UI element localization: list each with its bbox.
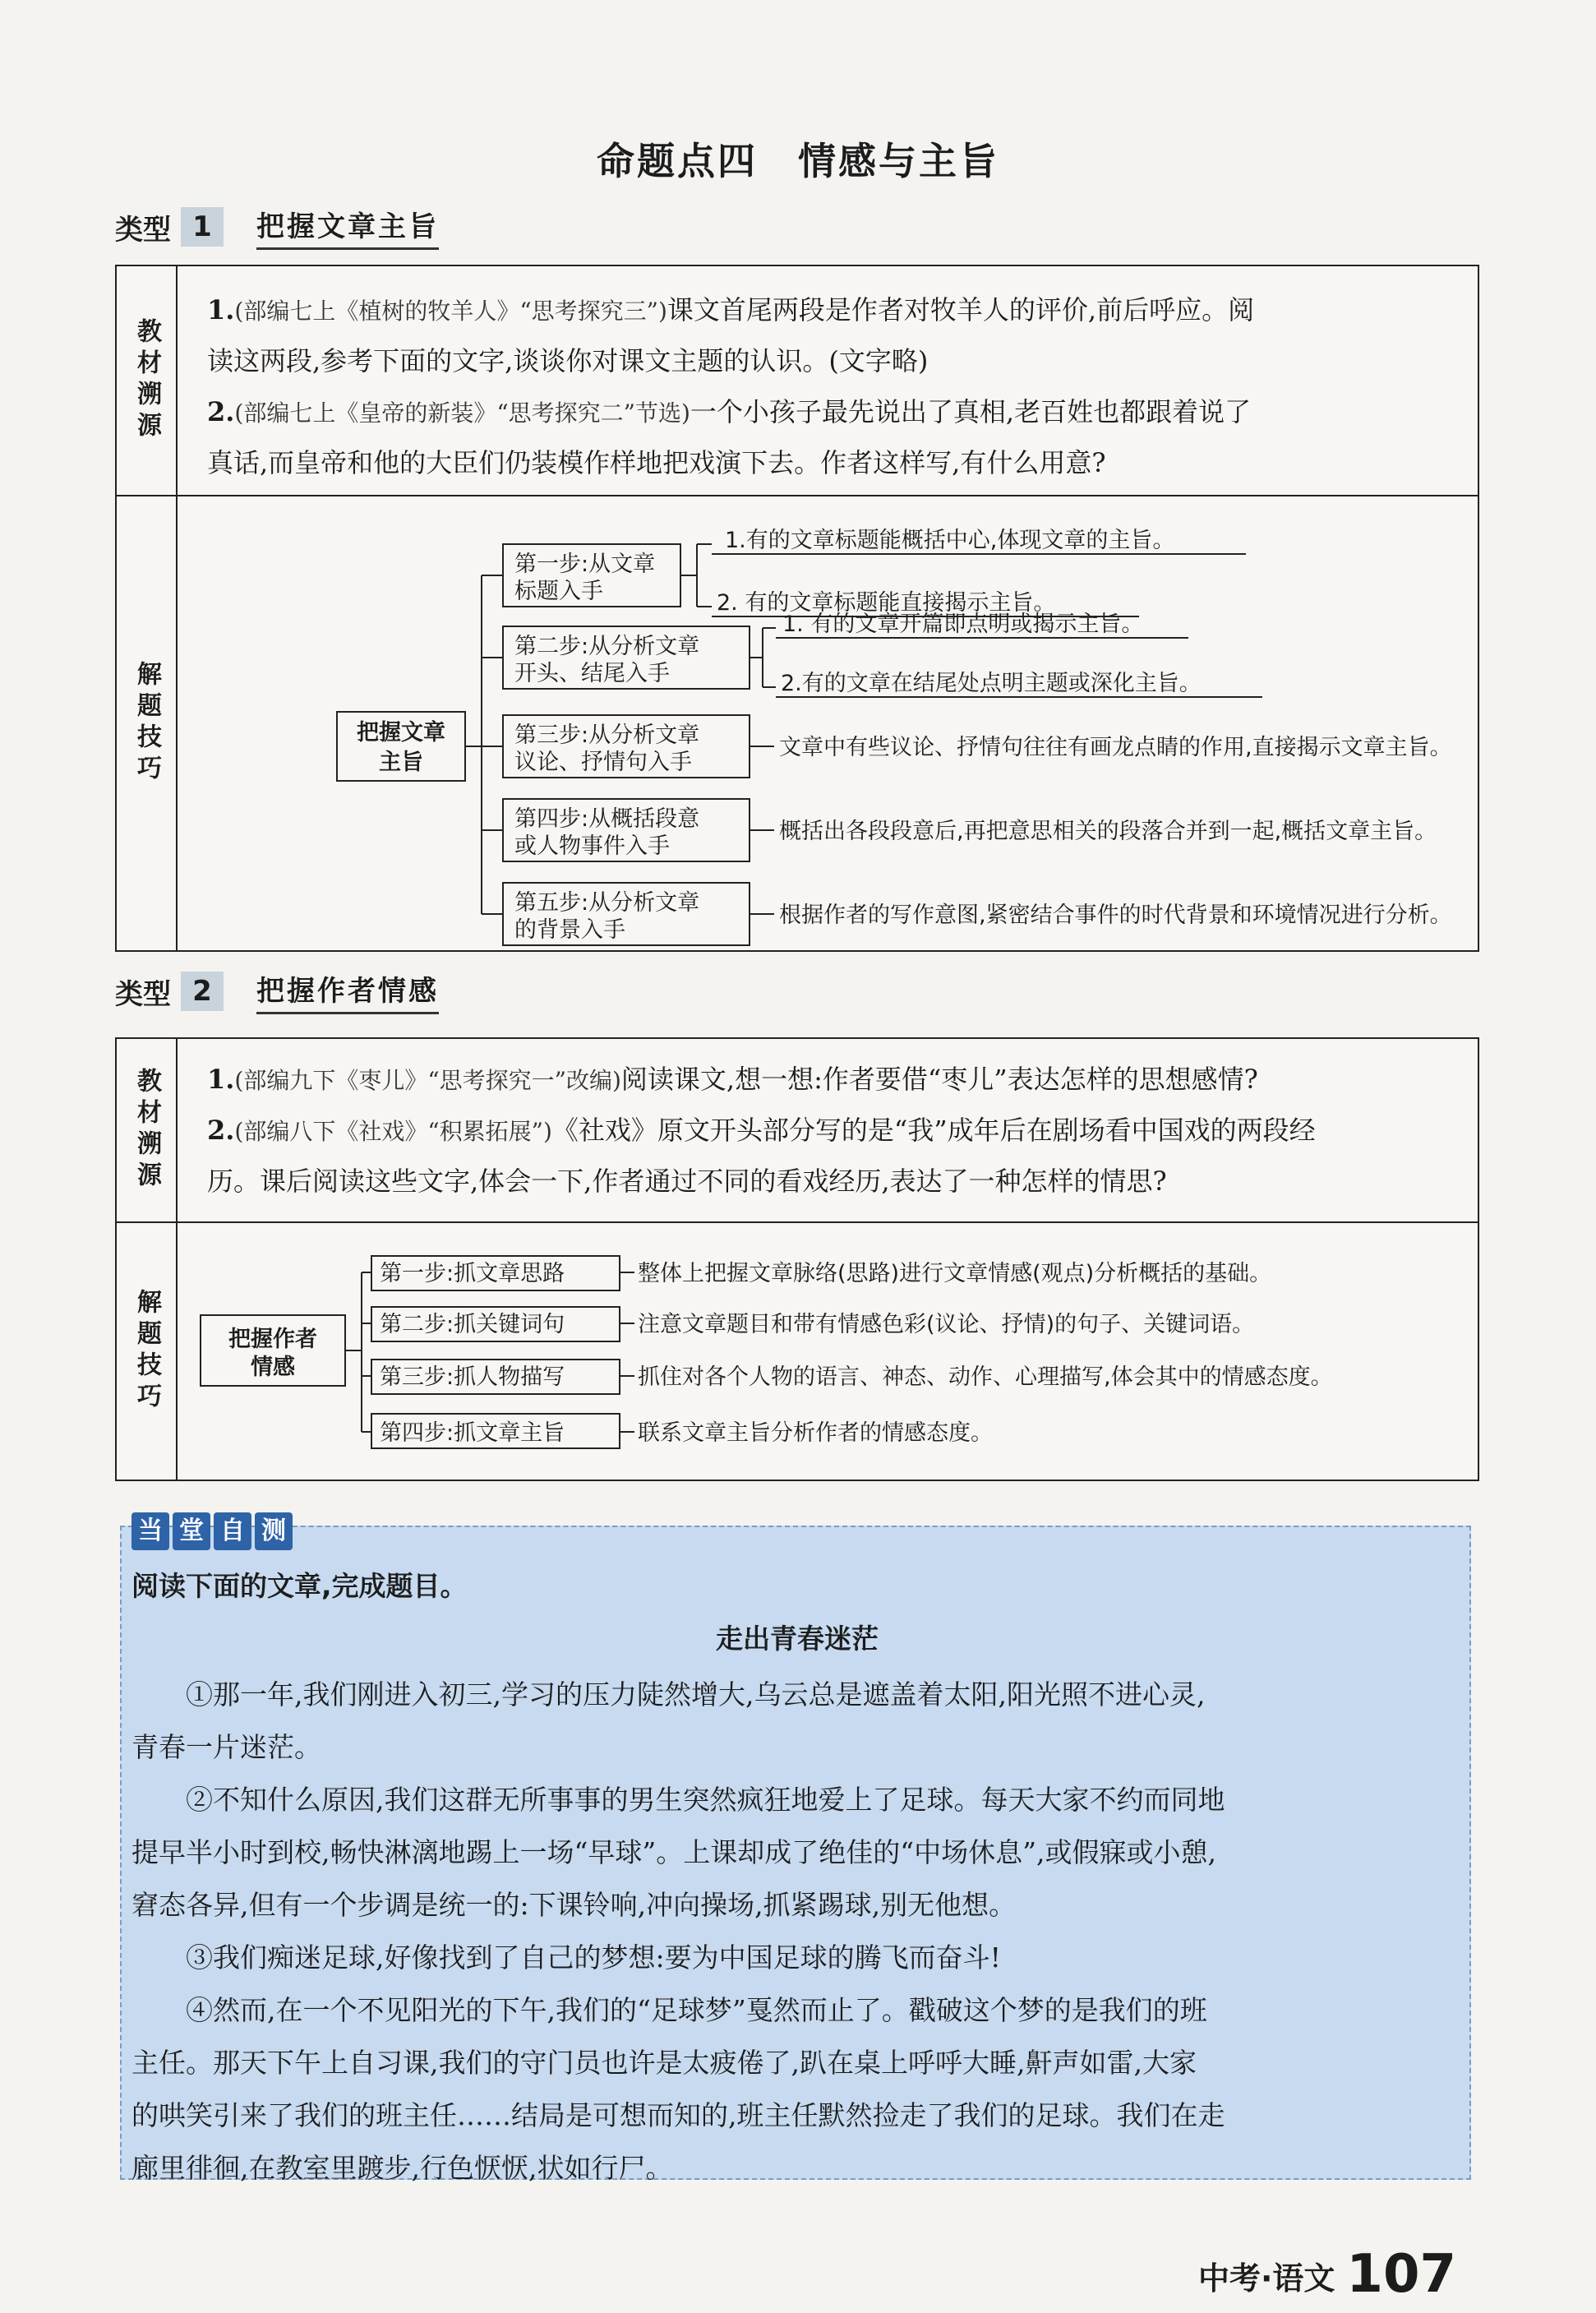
paragraph-1a: ①那一年,我们刚进入初三,学习的压力陡然增大,乌云总是遮盖着太阳,阳光照不进心灵, bbox=[186, 1678, 1206, 1711]
type2-title: 把握作者情感 bbox=[256, 968, 439, 1014]
badge-char-3: 自 bbox=[214, 1512, 251, 1550]
self-test-badge bbox=[131, 1512, 293, 1550]
type1-step2-note1: 1. 有的文章开篇即点明或揭示主旨。 bbox=[782, 612, 1144, 637]
paragraph-4d: 廊里徘徊,在教室里踱步,行色恹恹,状如行尸。 bbox=[131, 2152, 673, 2184]
type1-q2-line1 bbox=[207, 386, 1445, 439]
type2-method-label: 解题技巧 bbox=[132, 1289, 161, 1414]
type1-number: 1 bbox=[181, 207, 224, 247]
badge-char-4: 测 bbox=[255, 1512, 293, 1550]
type1-step4-l1: 第四步:从概括段意 bbox=[514, 806, 700, 832]
type2-source-cell bbox=[117, 1039, 178, 1221]
type2-q2-ref: (部编八下《社戏》“积累拓展”) bbox=[234, 1118, 552, 1145]
type2-q1-text: 阅读课文,想一想:作者要借“枣儿”表达怎样的思想感情? bbox=[620, 1064, 1258, 1095]
type1-q1-text1: 课文首尾两段是作者对牧羊人的评价,前后呼应。阅 bbox=[667, 294, 1255, 325]
paragraph-2a: ②不知什么原因,我们这群无所事事的男生突然疯狂地爱上了足球。每天大家不约而同地 bbox=[186, 1784, 1225, 1816]
type2-source-label: 教材溯源 bbox=[132, 1068, 161, 1193]
type1-q1-line2: 读这两段,参考下面的文字,谈谈你对课文主题的认识。(文字略) bbox=[207, 345, 929, 376]
type2-q2-line1 bbox=[207, 1105, 1445, 1157]
type1-q2-line2: 真话,而皇帝和他的大臣们仍装模作样地把戏演下去。作者这样写,有什么用意? bbox=[207, 447, 1106, 478]
type1-step1-l2: 标题入手 bbox=[514, 579, 603, 604]
self-test-instruction: 阅读下面的文章,完成题目。 bbox=[131, 1570, 468, 1602]
type1-step1-note2: 2. 有的文章标题能直接揭示主旨。 bbox=[717, 590, 1056, 616]
type1-step4-l2: 或人物事件入手 bbox=[514, 833, 670, 859]
page-title: 命题点四 情感与主旨 bbox=[597, 139, 999, 183]
type1-step5-note: 根据作者的写作意图,紧密结合事件的时代背景和环境情况进行分析。 bbox=[779, 903, 1452, 928]
type1-q2-ref: (部编七上《皇帝的新装》“思考探究二”节选) bbox=[234, 399, 690, 427]
type2-root-line2: 情感 bbox=[251, 1355, 295, 1380]
page-number: 107 bbox=[1346, 2244, 1456, 2305]
type2-note2: 注意文章题目和带有情感色彩(议论、抒情)的句子、关键词语。 bbox=[638, 1312, 1255, 1337]
type2-label: 类型 bbox=[115, 977, 171, 1011]
type2-q1-number: 1. bbox=[207, 1064, 235, 1095]
page-footer bbox=[1198, 2244, 1456, 2305]
footer-exam-label: 中考·语文 bbox=[1197, 2260, 1335, 2297]
type2-step2: 第二步:抓关键词句 bbox=[380, 1312, 565, 1337]
type2-heading bbox=[115, 967, 439, 1016]
type2-method-cell bbox=[117, 1223, 178, 1480]
type1-title: 把握文章主旨 bbox=[256, 204, 439, 250]
type1-step2-l2: 开头、结尾入手 bbox=[514, 661, 670, 686]
type1-method-cell bbox=[117, 496, 178, 950]
paragraph-4a: ④然而,在一个不见阳光的下午,我们的“足球梦”戛然而止了。戳破这个梦的是我们的班 bbox=[186, 1994, 1207, 2026]
paragraph-2c: 窘态各异,但有一个步调是统一的:下课铃响,冲向操场,抓紧踢球,别无他想。 bbox=[131, 1889, 1017, 1921]
type2-q2-line2: 历。课后阅读这些文字,体会一下,作者通过不同的看戏经历,表达了一种怎样的情思? bbox=[207, 1166, 1167, 1197]
type1-method-label: 解题技巧 bbox=[132, 661, 161, 786]
type2-q1-line bbox=[207, 1054, 1445, 1106]
type1-root-line1: 把握文章 bbox=[357, 720, 445, 746]
type1-root-line2: 主旨 bbox=[379, 750, 423, 775]
type1-box bbox=[115, 265, 1479, 952]
type2-q2-text1: 《社戏》原文开头部分写的是“我”成年后在剧场看中国戏的两段经 bbox=[551, 1115, 1316, 1146]
paragraph-4b: 主任。那天下午上自习课,我们的守门员也许是太疲倦了,趴在桌上呼呼大睡,鼾声如雷,大家 bbox=[131, 2047, 1197, 2079]
type1-q2-text1: 一个小孩子最先说出了真相,老百姓也都跟着说了 bbox=[690, 396, 1252, 427]
type2-number: 2 bbox=[181, 972, 224, 1011]
type2-note1: 整体上把握文章脉络(思路)进行文章情感(观点)分析概括的基础。 bbox=[638, 1261, 1272, 1286]
type2-box bbox=[115, 1037, 1479, 1481]
type1-source-label: 教材溯源 bbox=[132, 318, 161, 443]
type1-step4-note: 概括出各段段意后,再把意思相关的段落合并到一起,概括文章主旨。 bbox=[779, 819, 1437, 844]
badge-char-2: 堂 bbox=[173, 1512, 210, 1550]
type1-step2-l1: 第二步:从分析文章 bbox=[514, 634, 700, 659]
type2-step4: 第四步:抓文章主旨 bbox=[380, 1420, 565, 1446]
paragraph-4c: 的哄笑引来了我们的班主任……结局是可想而知的,班主任默然捡走了我们的足球。我们在走 bbox=[131, 2099, 1225, 2131]
type1-q1-line1 bbox=[207, 284, 1445, 337]
type1-step2-note2: 2.有的文章在结尾处点明主题或深化主旨。 bbox=[781, 671, 1202, 696]
paragraph-1b: 青春一片迷茫。 bbox=[131, 1731, 321, 1763]
type1-step3-note: 文章中有些议论、抒情句往往有画龙点睛的作用,直接揭示文章主旨。 bbox=[779, 735, 1452, 760]
type2-note4: 联系文章主旨分析作者的情感态度。 bbox=[638, 1420, 993, 1446]
type2-step3: 第三步:抓人物描写 bbox=[380, 1364, 565, 1390]
type2-mindmap bbox=[178, 1223, 1476, 1478]
type1-step1-note1: 1.有的文章标题能概括中心,体现文章的主旨。 bbox=[725, 528, 1175, 553]
type2-step1: 第一步:抓文章思路 bbox=[380, 1261, 565, 1286]
badge-char-1: 当 bbox=[131, 1512, 169, 1550]
type1-step3-l2: 议论、抒情句入手 bbox=[514, 750, 692, 775]
type1-q1-number: 1. bbox=[207, 294, 235, 325]
type1-source-cell bbox=[117, 266, 178, 495]
type1-step1-l1: 第一步:从文章 bbox=[514, 552, 656, 577]
type1-mindmap bbox=[178, 496, 1476, 949]
type1-label: 类型 bbox=[115, 213, 171, 247]
type1-q2-number: 2. bbox=[207, 396, 235, 427]
type1-step5-l2: 的背景入手 bbox=[514, 917, 625, 943]
paragraph-3: ③我们痴迷足球,好像找到了自己的梦想:要为中国足球的腾飞而奋斗! bbox=[186, 1941, 1001, 1974]
paragraph-2b: 提早半小时到校,畅快淋漓地踢上一场“早球”。上课却成了绝佳的“中场休息”,或假寐或小憩, bbox=[131, 1836, 1216, 1868]
type2-q2-number: 2. bbox=[207, 1115, 235, 1146]
type1-step5-l1: 第五步:从分析文章 bbox=[514, 890, 700, 916]
article-title: 走出青春迷茫 bbox=[716, 1623, 879, 1655]
type2-root-line1: 把握作者 bbox=[228, 1327, 317, 1352]
type1-q1-ref: (部编七上《植树的牧羊人》“思考探究三”) bbox=[234, 298, 667, 325]
type1-step3-l1: 第三步:从分析文章 bbox=[514, 723, 700, 748]
type2-note3: 抓住对各个人物的语言、神态、动作、心理描写,体会其中的情感态度。 bbox=[638, 1364, 1333, 1390]
type1-heading bbox=[115, 202, 439, 252]
type2-q1-ref: (部编九下《枣儿》“思考探究一”改编) bbox=[234, 1067, 621, 1094]
